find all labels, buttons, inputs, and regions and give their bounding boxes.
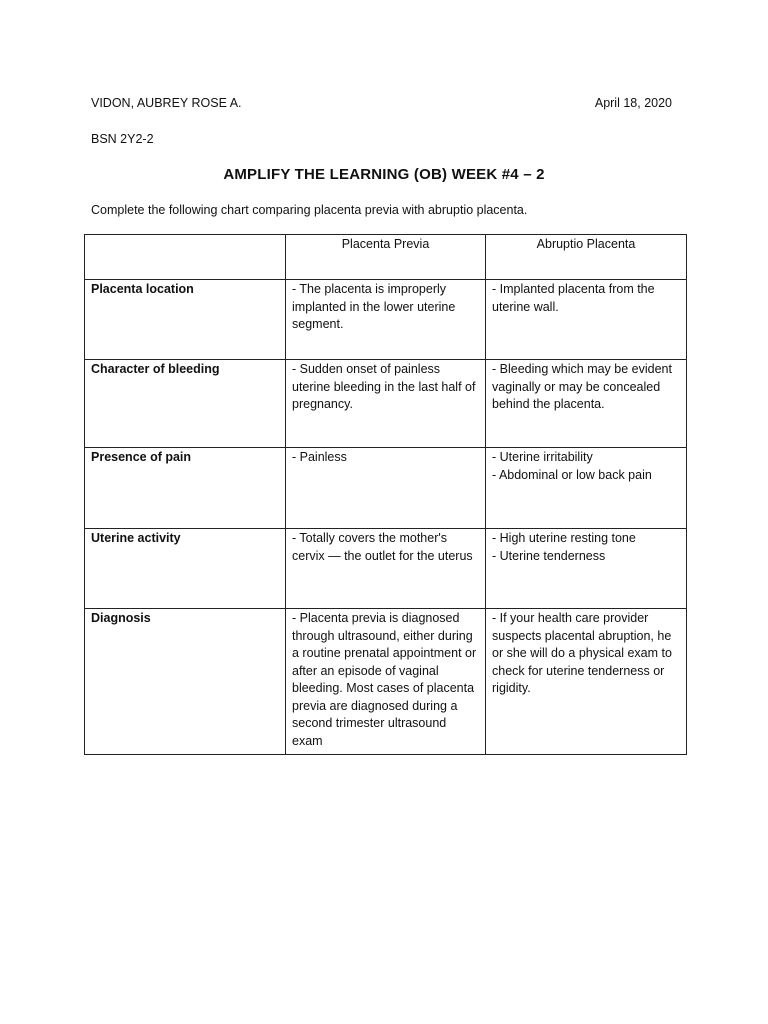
table-header-row bbox=[85, 235, 687, 280]
column-header-placenta-previa: Placenta Previa bbox=[286, 235, 486, 280]
class-section: BSN 2Y2-2 bbox=[91, 132, 154, 146]
cell-text: - High uterine resting tone bbox=[492, 531, 636, 545]
row-label: Uterine activity bbox=[85, 529, 286, 609]
abruptio-cell bbox=[486, 280, 687, 360]
comparison-table bbox=[84, 234, 687, 755]
cell-text: - The placenta is improperly implanted in the lower uterine segment. bbox=[292, 282, 456, 331]
abruptio-cell bbox=[486, 448, 687, 529]
cell-text: - Bleeding which may be evident vaginally or may be concealed behind the placenta. bbox=[492, 362, 672, 411]
cell-text: - Placenta previa is diagnosed through ultrasound, either during a routine prenatal appointment or after an episode of vaginal bleeding. Most cases of placenta previa are diagnosed during a second trimester ultrasound exam bbox=[292, 611, 477, 748]
abruptio-cell bbox=[486, 609, 687, 755]
cell-text: - Abdominal or low back pain bbox=[492, 467, 652, 482]
row-label: Placenta location bbox=[85, 280, 286, 360]
row-label: Diagnosis bbox=[85, 609, 286, 755]
cell-text: - Uterine irritability bbox=[492, 450, 593, 464]
row-label: Presence of pain bbox=[85, 448, 286, 529]
previa-cell bbox=[286, 529, 486, 609]
page-title: AMPLIFY THE LEARNING (OB) WEEK #4 – 2 bbox=[223, 166, 545, 183]
submission-date: April 18, 2020 bbox=[594, 96, 672, 110]
previa-cell bbox=[286, 360, 486, 448]
table-row bbox=[85, 360, 687, 448]
cell-text: - Sudden onset of painless uterine bleeding in the last half of pregnancy. bbox=[292, 362, 476, 411]
cell-text: - If your health care provider suspects placental abruption, he or she will do a physical exam to check for uterine tenderness or rigidity. bbox=[492, 611, 672, 695]
cell-text: - Totally covers the mother's cervix — the outlet for the uterus bbox=[292, 531, 473, 563]
table-row bbox=[85, 448, 687, 529]
column-header-abruptio-placenta: Abruptio Placenta bbox=[486, 235, 687, 280]
previa-cell bbox=[286, 280, 486, 360]
instructions-text: Complete the following chart comparing placenta previa with abruptio placenta. bbox=[91, 203, 528, 217]
student-name: VIDON, AUBREY ROSE A. bbox=[91, 96, 242, 110]
table-row bbox=[85, 609, 687, 755]
abruptio-cell bbox=[486, 360, 687, 448]
table-row bbox=[85, 280, 687, 360]
abruptio-cell bbox=[486, 529, 687, 609]
previa-cell bbox=[286, 448, 486, 529]
previa-cell bbox=[286, 609, 486, 755]
cell-text: - Uterine tenderness bbox=[492, 548, 606, 563]
cell-text: - Painless bbox=[292, 450, 347, 464]
table-row bbox=[85, 529, 687, 609]
column-header-empty bbox=[85, 235, 286, 280]
row-label: Character of bleeding bbox=[85, 360, 286, 448]
cell-text: - Implanted placenta from the uterine wall. bbox=[492, 282, 655, 314]
